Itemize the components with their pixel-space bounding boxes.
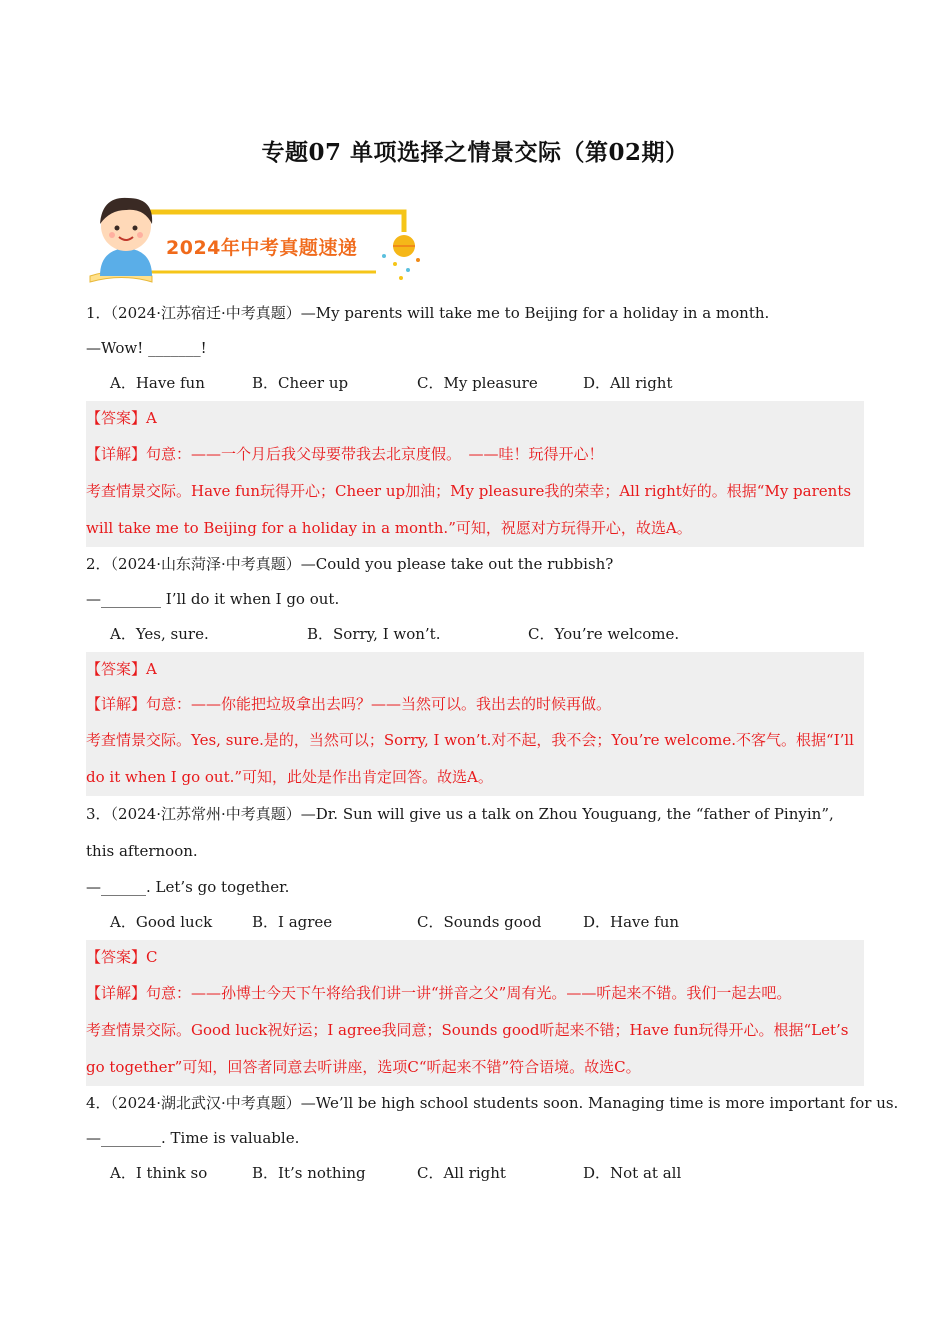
question-stem: 4．（2024·湖北武汉·中考真题）—We’ll be high school students soon. Managing time is more important for us. [86,1094,899,1112]
option-c: C．My pleasure [417,374,538,392]
options-row [86,1156,864,1191]
option-d: D．Have fun [583,913,680,931]
answer-block [86,940,864,1086]
option-c: C．All right [417,1164,506,1182]
option-a: A．I think so [110,1164,208,1182]
answer-label: 【答案】A [86,409,157,427]
question-3 [86,796,864,1086]
question-stem: 3．（2024·江苏常州·中考真题）—Dr. Sun will give us a talk on Zhou Youguang, the “father of Pinyin”, this afternoon. [86,805,834,860]
banner-title: 2024年中考真题速递 [166,237,358,259]
question-1 [86,296,864,547]
section-banner [86,190,431,288]
option-a: A．Yes, sure. [110,625,209,643]
answer-block [86,652,864,796]
option-b: B．Sorry, I won’t. [307,625,441,643]
question-dialog-line: —________. Time is valuable. [86,1129,300,1147]
answer-analysis: 考查情景交际。Yes, sure.是的，当然可以；Sorry, I won’t.对不起，我不会；You’re welcome.不客气。根据“I’ll do it when I go out.”可知，此处是作出肯定回答。故选A。 [86,731,854,786]
option-a: A．Have fun [110,374,205,392]
answer-detail: 【详解】句意：——一个月后我父母要带我去北京度假。 ——哇！玩得开心！ [86,445,604,463]
question-4 [86,1086,899,1191]
answer-detail: 【详解】句意：——你能把垃圾拿出去吗？——当然可以。我出去的时候再做。 [86,695,612,713]
question-2 [86,547,864,796]
page-title: 专题07 单项选择之情景交际（第02期） [261,139,689,166]
answer-detail: 【详解】句意：——孙博士今天下午将给我们讲一讲“拼音之父”周有光。——听起来不错。我们一起去吧。 [86,984,792,1002]
options-row [86,366,864,401]
option-b: B．I agree [252,913,333,931]
answer-analysis: 考查情景交际。Good luck祝好运；I agree我同意；Sounds good听起来不错；Have fun玩得开心。根据“Let’s go together”可知，回答者同意去听讲座，选项C“听起来不错”符合语境。故选C。 [86,1021,849,1076]
question-list [86,296,899,1191]
answer-block [86,401,864,547]
option-a: A．Good luck [110,913,213,931]
option-d: D．All right [583,374,673,392]
question-dialog-line: —Wow! _______! [86,339,207,357]
option-d: D．Not at all [583,1164,682,1182]
option-c: C．You’re welcome. [528,625,680,643]
option-b: B．Cheer up [252,374,349,392]
question-dialog-line: —______. Let’s go together. [86,878,290,896]
question-stem: 2．（2024·山东菏泽·中考真题）—Could you please take out the rubbish? [86,555,614,573]
answer-label: 【答案】C [86,948,158,966]
question-dialog-line: —________ I’ll do it when I go out. [86,590,340,608]
options-row [86,617,864,652]
answer-label: 【答案】A [86,660,157,678]
answer-analysis: 考查情景交际。Have fun玩得开心；Cheer up加油；My pleasure我的荣幸；All right好的。根据“My parents will take me to Beijing for a holiday in a month.”可知，祝愿对方玩得开心，故选A。 [86,482,852,537]
option-c: C．Sounds good [417,913,542,931]
question-stem: 1．（2024·江苏宿迁·中考真题）—My parents will take me to Beijing for a holiday in a month. [86,304,770,322]
option-b: B．It’s nothing [252,1164,366,1182]
options-row [86,905,864,940]
